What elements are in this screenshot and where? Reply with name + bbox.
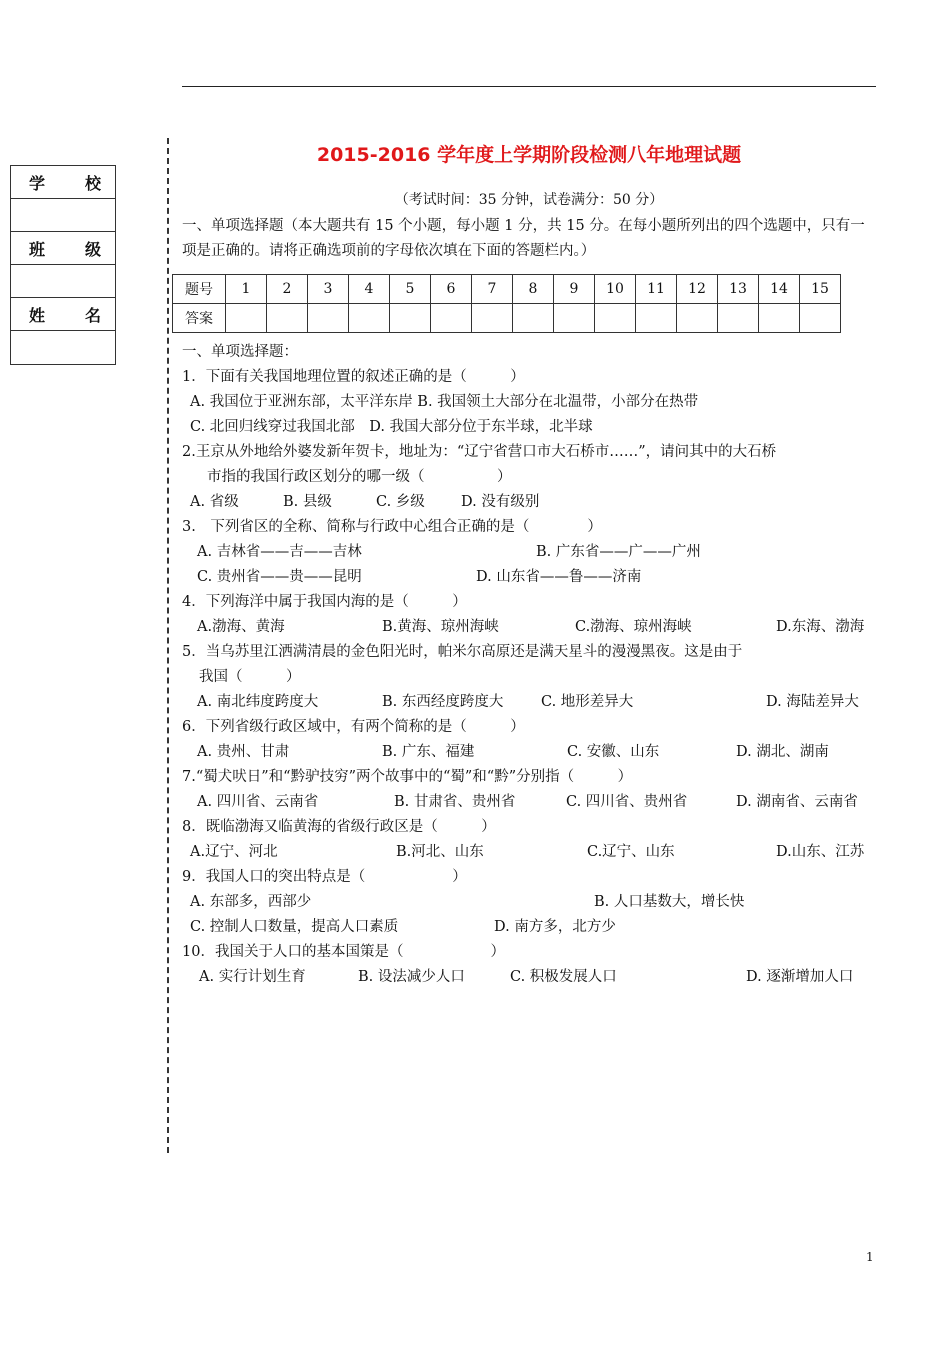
- q1-options-line2: C. 北回归线穿过我国北部 D. 我国大部分位于东半球，北半球: [190, 419, 593, 435]
- answer-cell[interactable]: [390, 304, 431, 333]
- answer-cell[interactable]: [472, 304, 513, 333]
- answer-cell[interactable]: [308, 304, 349, 333]
- answer-cell[interactable]: [759, 304, 800, 333]
- question-1: 1．下面有关我国地理位置的叙述正确的是（ ）: [182, 369, 525, 385]
- question-7: 7.“蜀犬吠日”和“黔驴技穷”两个故事中的“蜀”和“黔”分别指（ ）: [182, 769, 633, 785]
- q9-option-c: C. 控制人口数量，提高人口素质: [190, 919, 399, 935]
- q4-option-b: B.黄海、琼州海峡: [382, 619, 499, 635]
- answer-table: [172, 274, 841, 333]
- binding-dashed-line: [167, 138, 169, 1153]
- q9-option-b: B. 人口基数大，增长快: [594, 894, 745, 910]
- class-label-cell: 班 级: [11, 232, 115, 265]
- question-9: 9．我国人口的突出特点是（ ）: [182, 869, 467, 885]
- row-label: 答案: [173, 304, 226, 333]
- question-4: 4．下列海洋中属于我国内海的是（ ）: [182, 594, 467, 610]
- answer-cell[interactable]: [431, 304, 472, 333]
- answer-cell[interactable]: [800, 304, 841, 333]
- question-2: 2.王京从外地给外婆发新年贺卡，地址为：“辽宁省营口市大石桥市……”，请问其中的大石桥: [182, 444, 777, 460]
- school-label-cell: 学 校: [11, 166, 115, 199]
- question-8: 8．既临渤海又临黄海的省级行政区是（ ）: [182, 819, 496, 835]
- q3-option-d: D. 山东省——鲁——济南: [476, 569, 642, 585]
- header-rule: [182, 86, 876, 87]
- answer-cell[interactable]: [267, 304, 308, 333]
- section-heading: 一、单项选择题：: [182, 344, 298, 360]
- q8-option-c: C.辽宁、山东: [587, 844, 675, 860]
- q9-option-d: D. 南方多，北方少: [494, 919, 616, 935]
- name-field[interactable]: [11, 331, 115, 364]
- answer-cell[interactable]: [636, 304, 677, 333]
- q8-option-b: B.河北、山东: [396, 844, 484, 860]
- exam-subtitle: （考试时间：35 分钟，试卷满分：50 分）: [394, 192, 664, 208]
- q2-option-d: D. 没有级别: [461, 494, 540, 510]
- q7-option-d: D. 湖南省、云南省: [736, 794, 858, 810]
- q8-option-d: D.山东、江苏: [776, 844, 865, 860]
- q6-option-c: C. 安徽、山东: [567, 744, 660, 760]
- q5-option-d: D. 海陆差异大: [766, 694, 859, 710]
- q2-option-b: B. 县级: [283, 494, 332, 510]
- q7-option-c: C. 四川省、贵州省: [566, 794, 688, 810]
- answer-cell[interactable]: [718, 304, 759, 333]
- question-2-cont: 市指的我国行政区划分的哪一级（ ）: [207, 469, 512, 485]
- answer-cell[interactable]: [595, 304, 636, 333]
- q7-option-a: A. 四川省、云南省: [197, 794, 319, 810]
- q10-option-c: C. 积极发展人口: [510, 969, 617, 985]
- answer-cell[interactable]: [677, 304, 718, 333]
- answer-cell[interactable]: [349, 304, 390, 333]
- question-5: 5．当乌苏里江洒满清晨的金色阳光时，帕米尔高原还是满天星斗的漫漫黑夜。这是由于: [182, 644, 743, 660]
- q10-option-b: B. 设法减少人口: [358, 969, 465, 985]
- student-info-box: [10, 165, 116, 365]
- q6-option-a: A. 贵州、甘肃: [197, 744, 290, 760]
- q7-option-b: B. 甘肃省、贵州省: [394, 794, 516, 810]
- q4-option-c: C.渤海、琼州海峡: [575, 619, 692, 635]
- q1-options-line1: A. 我国位于亚洲东部，太平洋东岸 B. 我国领土大部分在北温带，小部分在热带: [190, 394, 699, 410]
- class-field[interactable]: [11, 265, 115, 298]
- q5-option-c: C. 地形差异大: [541, 694, 634, 710]
- instructions: 一、单项选择题（本大题共有 15 个小题，每小题 1 分，共 15 分。在每小题所列出的四个选题中，只有一项是正确的。请将正确选项前的字母依次填在下面的答题栏内。）: [182, 218, 865, 259]
- question-number-row: 题号 1 2 3 4 5 6 7 8 9 10 11 12 13 14 15: [173, 275, 841, 304]
- q8-option-a: A.辽宁、河北: [190, 844, 278, 860]
- page-number: 1: [866, 1250, 874, 1264]
- q6-option-d: D. 湖北、湖南: [736, 744, 829, 760]
- q3-option-a: A. 吉林省——吉——吉林: [197, 544, 362, 560]
- question-3: 3. 下列省区的全称、简称与行政中心组合正确的是（ ）: [182, 519, 602, 535]
- q5-option-a: A. 南北纬度跨度大: [197, 694, 319, 710]
- school-field[interactable]: [11, 199, 115, 232]
- answer-cell[interactable]: [226, 304, 267, 333]
- question-10: 10．我国关于人口的基本国策是（ ）: [182, 944, 505, 960]
- row-label: 题号: [173, 275, 226, 304]
- q2-option-a: A. 省级: [190, 494, 239, 510]
- answer-cell[interactable]: [554, 304, 595, 333]
- name-label-cell: 姓 名: [11, 298, 115, 331]
- q4-option-a: A.渤海、黄海: [197, 619, 285, 635]
- q3-option-b: B. 广东省——广——广州: [536, 544, 701, 560]
- q6-option-b: B. 广东、福建: [382, 744, 475, 760]
- q2-option-c: C. 乡级: [376, 494, 425, 510]
- answer-cell[interactable]: [513, 304, 554, 333]
- question-6: 6．下列省级行政区域中，有两个简称的是（ ）: [182, 719, 525, 735]
- q10-option-a: A. 实行计划生育: [199, 969, 306, 985]
- q10-option-d: D. 逐渐增加人口: [746, 969, 854, 985]
- exam-title: 2015-2016 学年度上学期阶段检测八年地理试题: [316, 144, 742, 166]
- q4-option-d: D.东海、渤海: [776, 619, 865, 635]
- q5-option-b: B. 东西经度跨度大: [382, 694, 504, 710]
- answer-row: [173, 304, 841, 333]
- question-5-cont: 我国（ ）: [199, 669, 301, 685]
- q3-option-c: C. 贵州省——贵——昆明: [197, 569, 362, 585]
- q9-option-a: A. 东部多，西部少: [190, 894, 312, 910]
